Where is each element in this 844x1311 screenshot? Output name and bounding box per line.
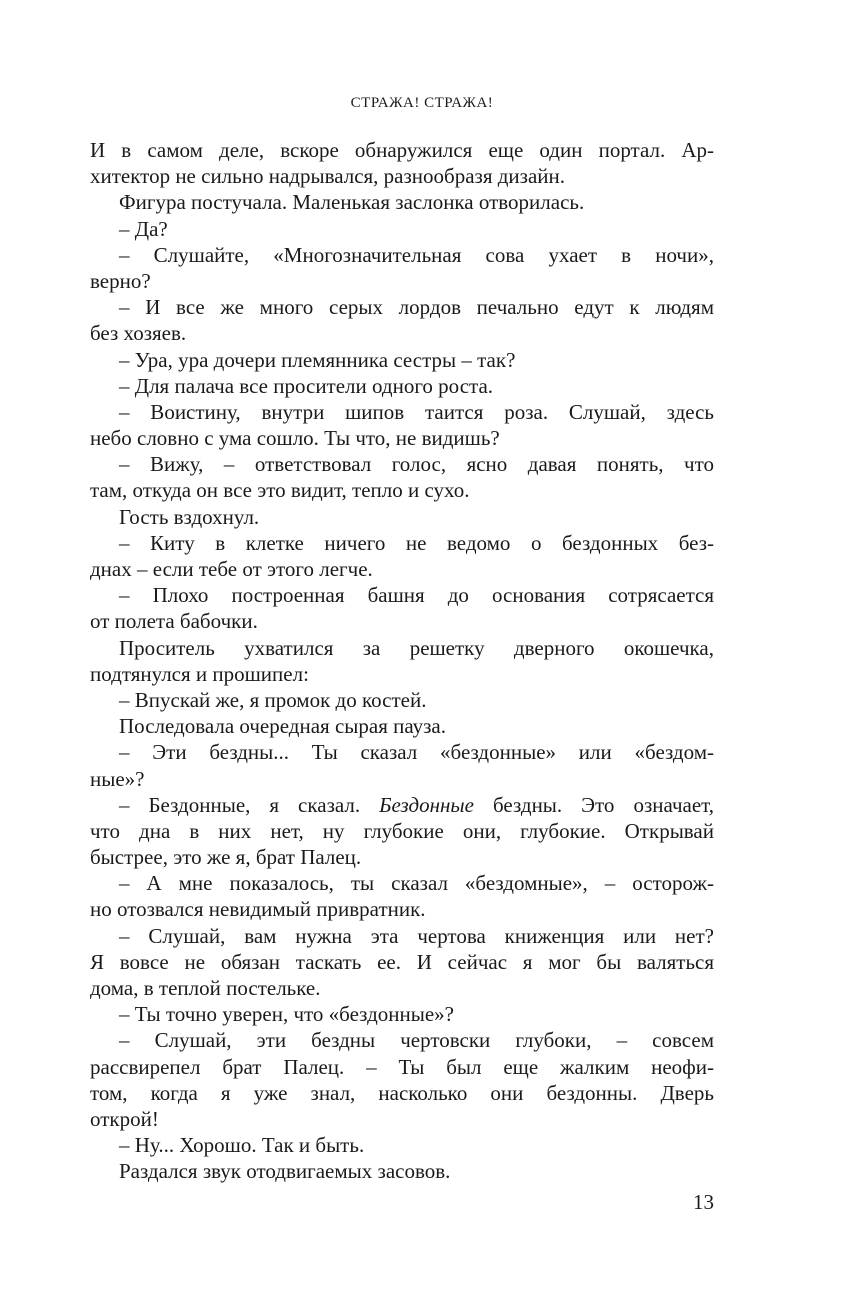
- text-line: подтянулся и прошипел:: [90, 661, 309, 686]
- text-line: рассвирепел брат Палец. – Ты был еще жалким неофи-: [90, 1054, 714, 1079]
- text-line: – И все же много серых лордов печально едут к людям: [119, 295, 714, 320]
- text-line: – Слушай, вам нужна эта чертова книженция или нет?: [119, 923, 714, 948]
- text-line: Я вовсе не обязан таскать ее. И сейчас я мог бы валяться: [90, 949, 714, 974]
- text-line: – А мне показалось, ты сказал «бездомные», – осторож-: [119, 871, 714, 896]
- text-line: верно?: [90, 268, 151, 293]
- text-line: И в самом деле, вскоре обнаружился еще один портал. Ар-: [90, 138, 714, 162]
- text-line: Фигура постучала. Маленькая заслонка отворилась.: [119, 190, 585, 215]
- text-line: – Да?: [119, 216, 168, 241]
- text-line: – Ну... Хорошо. Так и быть.: [119, 1133, 365, 1158]
- text-line: – Вижу, – ответствовал голос, ясно давая понять, что: [119, 452, 714, 477]
- text-line: – Киту в клетке ничего не ведомо о бездонных без-: [119, 530, 714, 555]
- running-head: СТРАЖА! СТРАЖА!: [350, 95, 494, 111]
- text-line: Раздался звук отодвигаемых засовов.: [119, 1159, 451, 1184]
- text-line: – Плохо построенная башня до основания сотрясается: [119, 583, 714, 608]
- text-line: дома, в теплой постельке.: [90, 976, 321, 1000]
- text-line: открой!: [90, 1106, 159, 1131]
- text-line: – Впускай же, я промок до костей.: [119, 687, 427, 712]
- text-line: Проситель ухватился за решетку дверного окошечка,: [119, 635, 714, 660]
- text-line: что дна в них нет, ну глубокие они, глубокие. Открывай: [90, 818, 714, 843]
- text-line: днах – если тебе от этого легче.: [90, 557, 373, 581]
- text-line: но отозвался невидимый привратник.: [90, 897, 426, 922]
- text-line: там, откуда он все это видит, тепло и сухо.: [90, 478, 470, 503]
- text-line: [90, 792, 714, 818]
- text-line: от полета бабочки.: [90, 609, 258, 634]
- text-line: Последовала очередная сырая пауза.: [119, 714, 446, 739]
- text-line: хитектор не сильно надрывался, разнообразя дизайн.: [90, 164, 566, 189]
- text-line: – Ты точно уверен, что «бездонные»?: [119, 1002, 454, 1027]
- text-line: небо словно с ума сошло. Ты что, не видишь?: [90, 426, 500, 451]
- text-line: – Воистину, внутри шипов таится роза. Слушай, здесь: [119, 399, 714, 424]
- text-line: – Слушайте, «Многозначительная сова ухает в ночи»,: [119, 242, 714, 267]
- text-segment: бездны. Это означает,: [473, 792, 715, 817]
- text-line: быстрее, это же я, брат Палец.: [90, 845, 362, 870]
- text-line: – Ура, ура дочери племянника сестры – так?: [119, 347, 516, 372]
- emphasis-text: Бездонные: [379, 792, 474, 817]
- text-line: том, когда я уже знал, насколько они бездонны. Дверь: [90, 1080, 714, 1105]
- text-line: без хозяев.: [90, 321, 187, 346]
- body-text: [90, 137, 714, 1185]
- page-number: 13: [693, 1190, 714, 1214]
- text-line: Гость вздохнул.: [119, 504, 260, 529]
- text-line: – Слушай, эти бездны чертовски глубоки, – совсем: [119, 1028, 714, 1053]
- text-line: – Для палача все просители одного роста.: [119, 373, 494, 398]
- text-line: – Эти бездны... Ты сказал «бездонные» или «бездом-: [119, 740, 714, 765]
- text-segment: – Бездонные, я сказал.: [119, 792, 380, 817]
- text-line: ные»?: [90, 766, 145, 791]
